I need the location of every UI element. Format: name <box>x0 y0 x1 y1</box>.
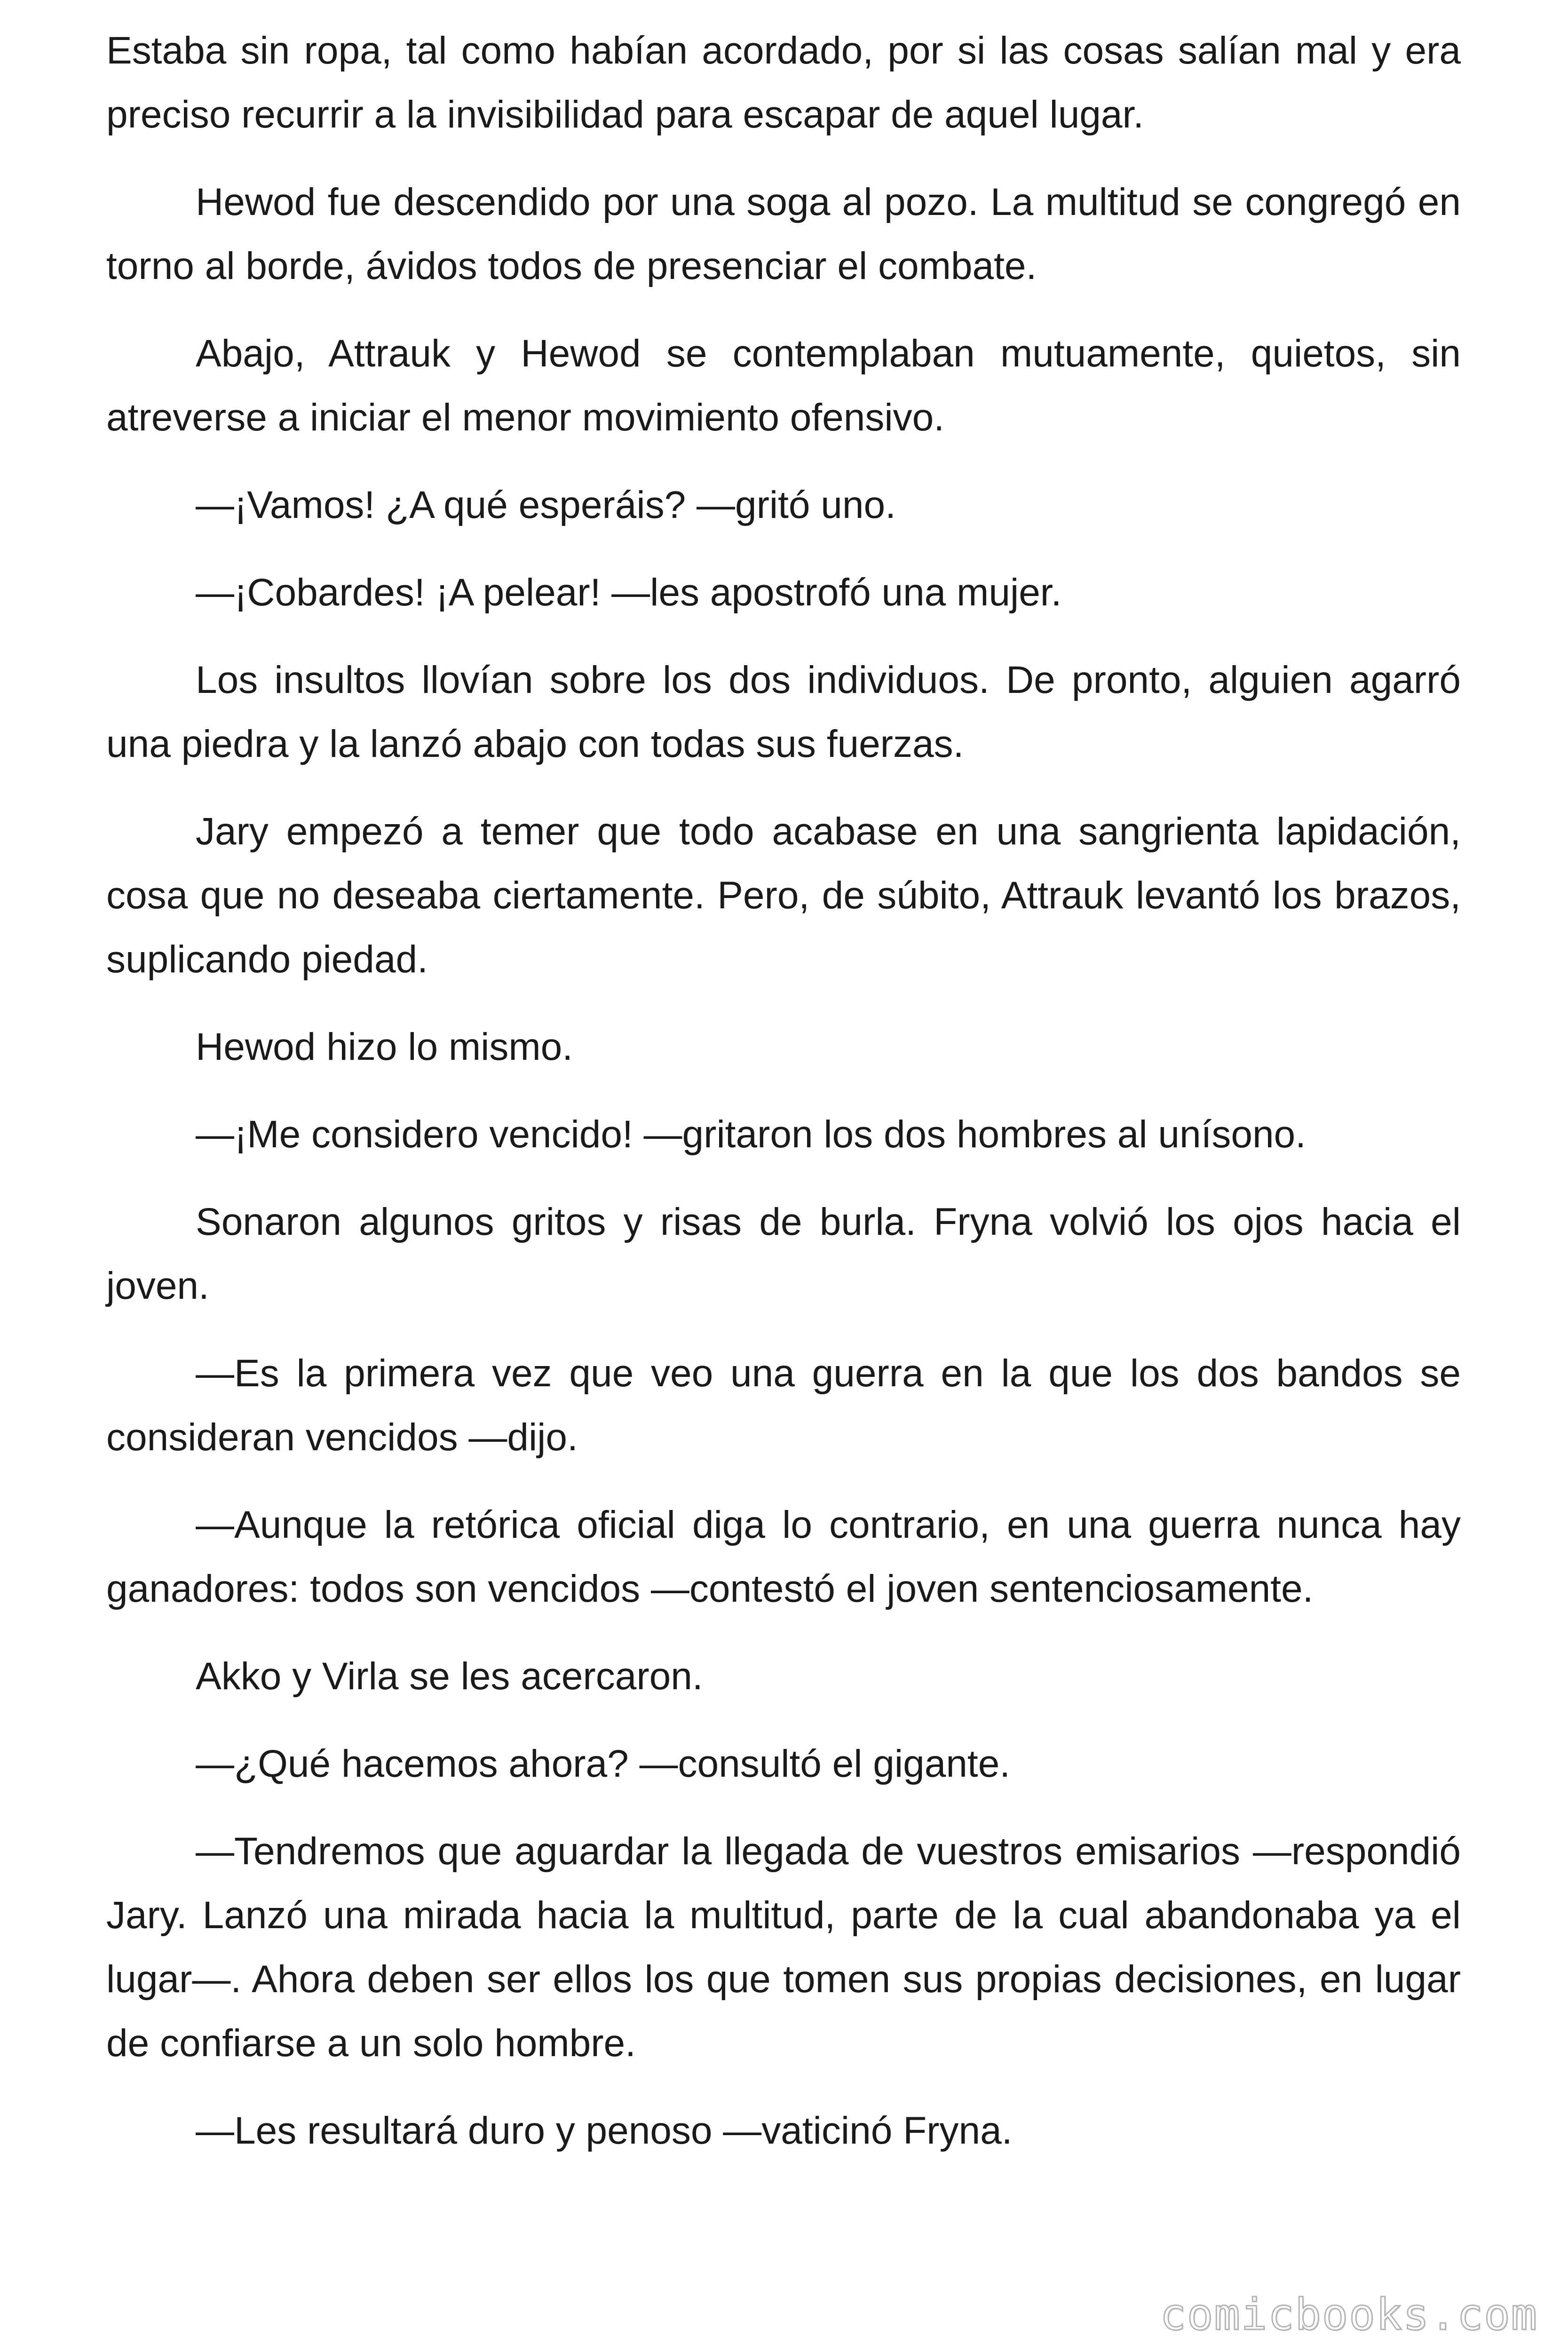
paragraph: Abajo, Attrauk y Hewod se contemplaban mutuamente, quietos, sin atreverse a iniciar el menor movimiento ofensivo. <box>106 332 1461 439</box>
paragraph: —¡Cobardes! ¡A pelear! —les apostrofó una mujer. <box>196 571 1062 614</box>
paragraph: —¿Qué hacemos ahora? —consultó el gigante. <box>196 1742 1011 1785</box>
paragraph: —Aunque la retórica oficial diga lo contrario, en una guerra nunca hay ganadores: todos son vencidos —contestó el joven sentenciosamente. <box>106 1503 1461 1610</box>
paragraph: —Tendremos que aguardar la llegada de vuestros emisarios —respondió Jary. Lanzó una mirada hacia la multitud, parte de la cual abandonaba ya el lugar—. Ahora deben ser ellos los que tomen sus propias decisiones, en lugar de confiarse a un solo hombre. <box>106 1830 1461 2065</box>
paragraph: —Les resultará duro y penoso —vaticinó Fryna. <box>196 2109 1013 2152</box>
paragraph: Los insultos llovían sobre los dos individuos. De pronto, alguien agarró una piedra y la lanzó abajo con todas sus fuerzas. <box>106 659 1461 765</box>
document-body <box>106 19 1461 2186</box>
paragraph: Sonaron algunos gritos y risas de burla. Fryna volvió los ojos hacia el joven. <box>106 1200 1461 1307</box>
paragraph: Estaba sin ropa, tal como habían acordado, por si las cosas salían mal y era preciso recurrir a la invisibilidad para escapar de aquel lugar. <box>106 29 1461 136</box>
paragraph: Akko y Virla se les acercaron. <box>196 1655 703 1698</box>
paragraph: Jary empezó a temer que todo acabase en una sangrienta lapidación, cosa que no deseaba ciertamente. Pero, de súbito, Attrauk levantó los brazos, suplicando piedad. <box>106 810 1461 981</box>
paragraph: —¡Vamos! ¿A qué esperáis? —gritó uno. <box>196 484 896 526</box>
paragraph: Hewod hizo lo mismo. <box>196 1025 573 1068</box>
paragraph: —¡Me considero vencido! —gritaron los dos hombres al unísono. <box>196 1113 1306 1156</box>
paragraph: —Es la primera vez que veo una guerra en la que los dos bandos se consideran vencidos —dijo. <box>106 1352 1461 1459</box>
watermark: comicbooks.com <box>1160 2289 1538 2340</box>
paragraph: Hewod fue descendido por una soga al pozo. La multitud se congregó en torno al borde, ávidos todos de presenciar el combate. <box>106 181 1461 287</box>
